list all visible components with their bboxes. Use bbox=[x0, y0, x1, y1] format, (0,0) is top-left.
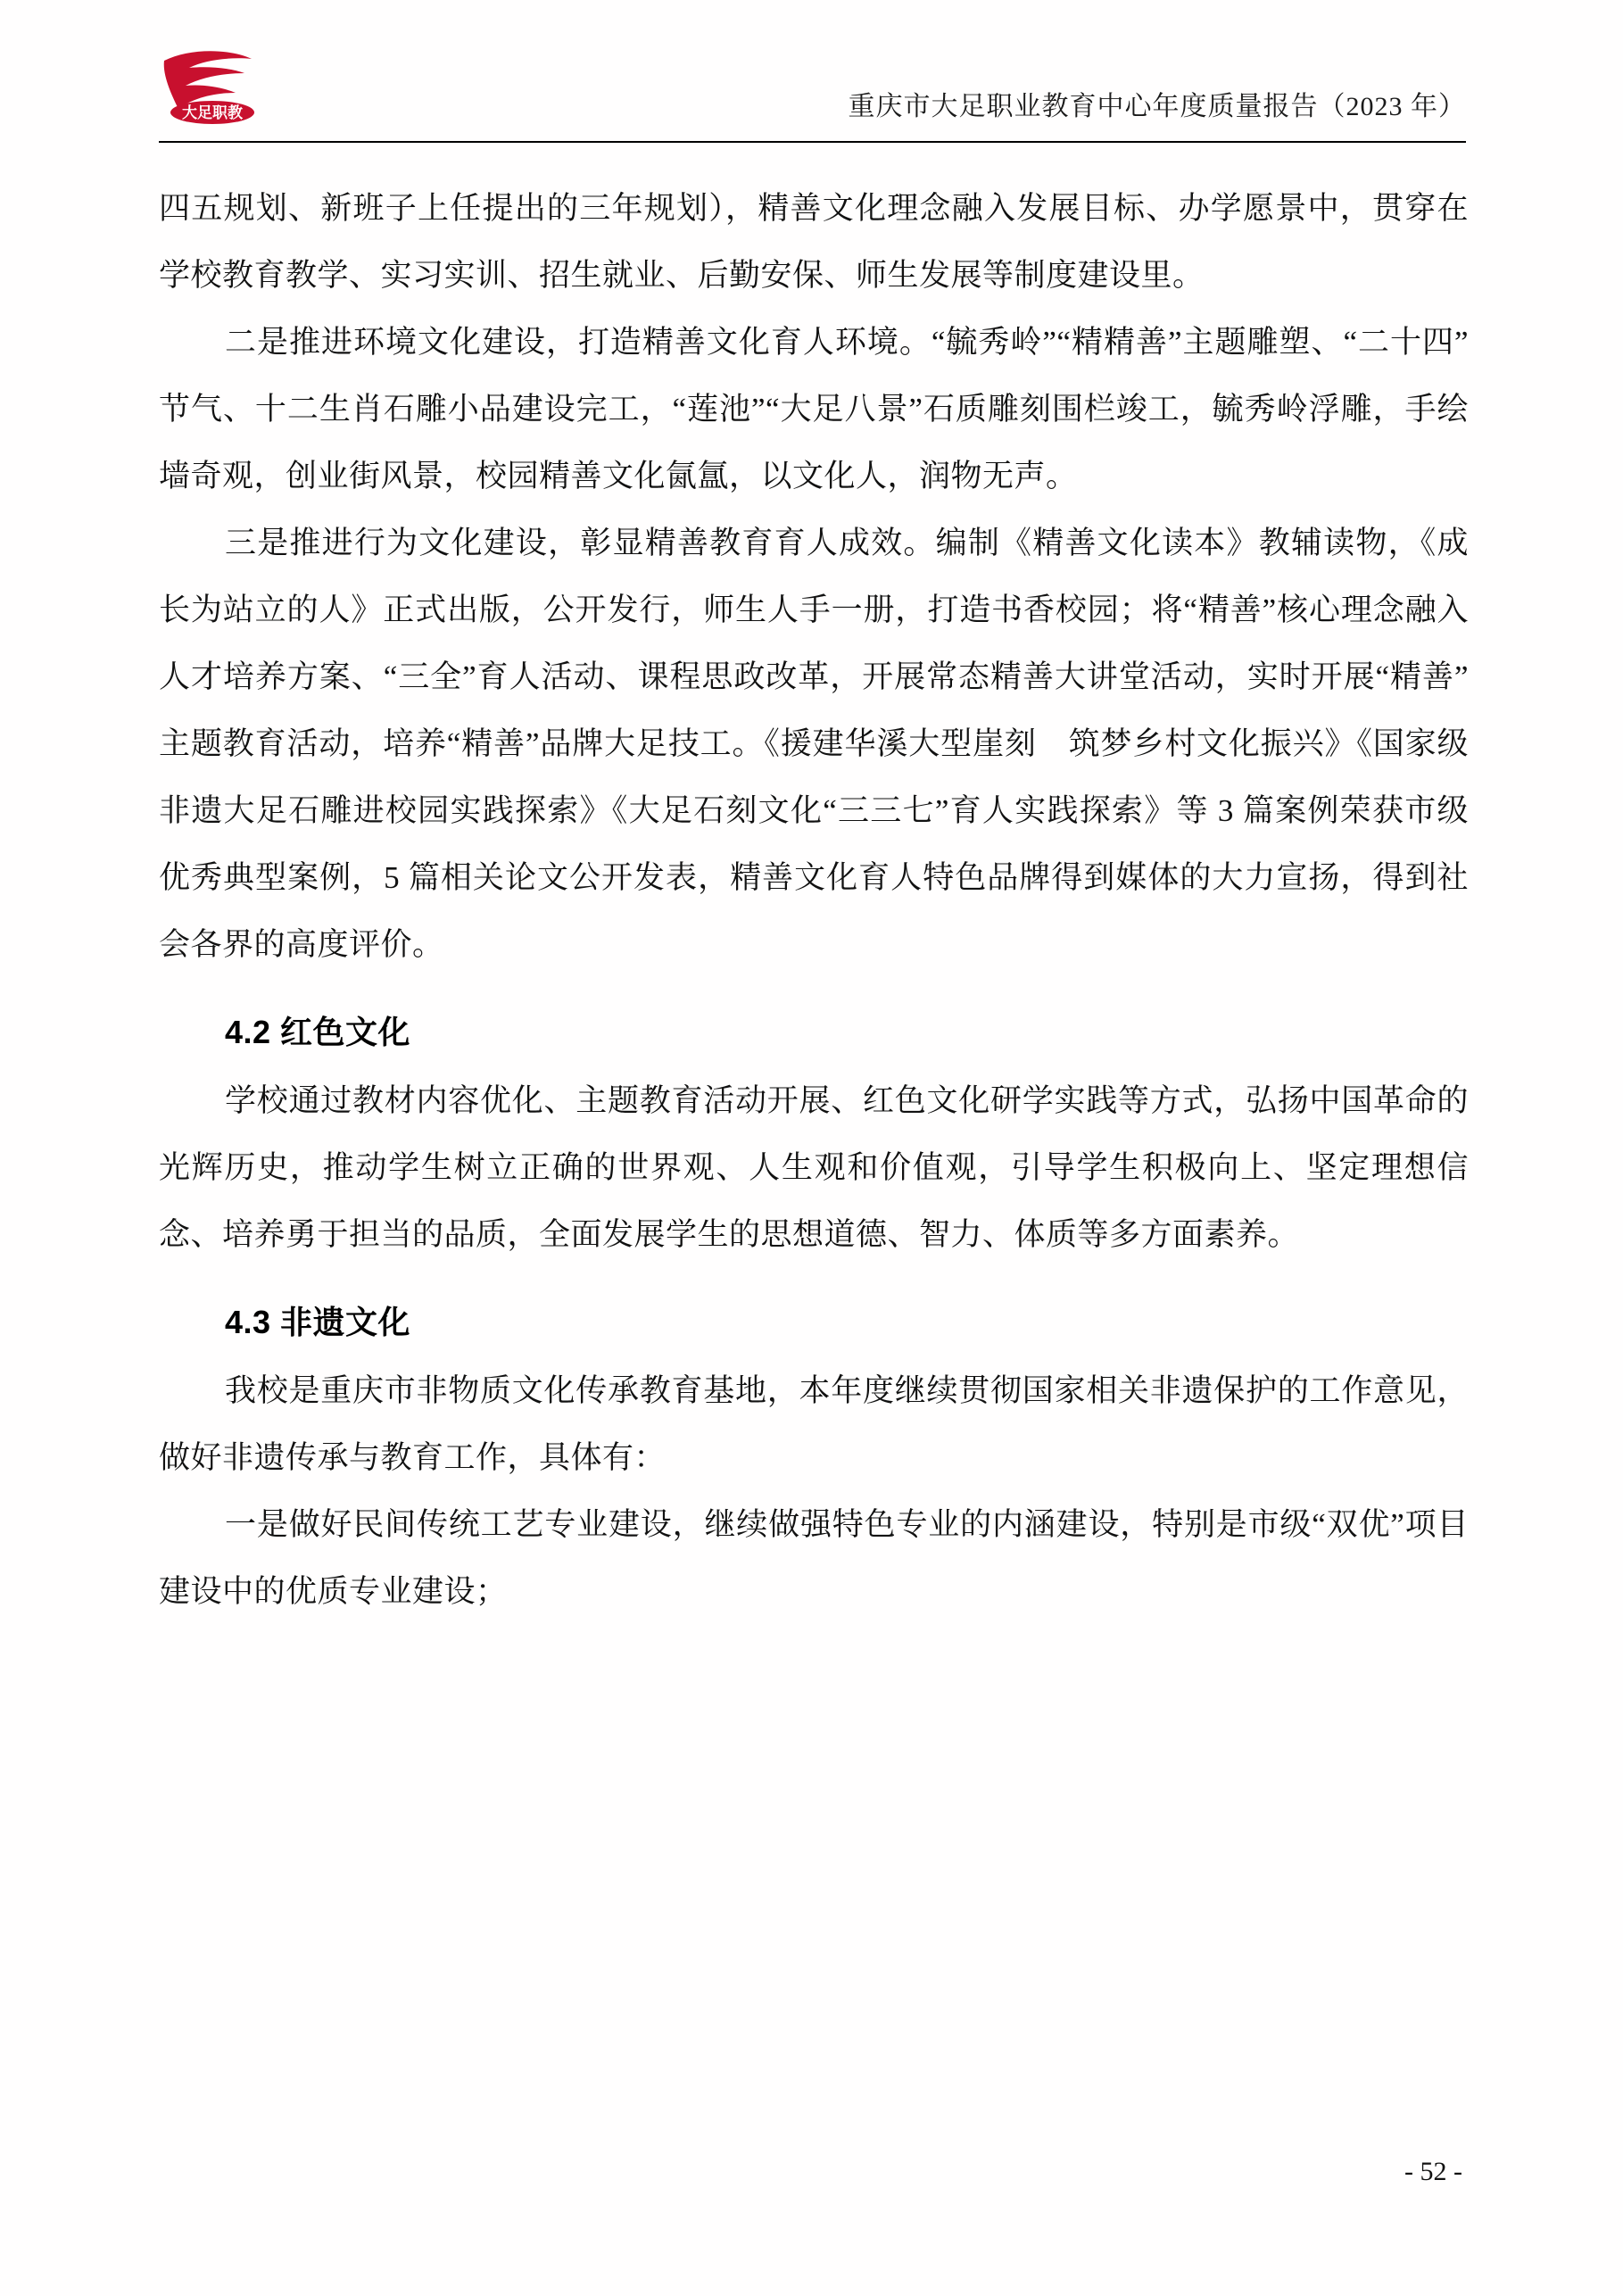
paragraph-red-culture: 学校通过教材内容优化、主题教育活动开展、红色文化研学实践等方式，弘扬中国革命的光辉历史，推动学生树立正确的世界观、人生观和价值观，引导学生积极向上、坚定理想信念、培养勇于担当的品质，全面发展学生的思想道德、智力、体质等多方面素养。 bbox=[159, 1083, 1469, 1252]
page-header bbox=[159, 46, 1466, 143]
paragraph-intangible-heritage-intro: 我校是重庆市非物质文化传承教育基地，本年度继续贯彻国家相关非遗保护的工作意见，做好非遗传承与教育工作，具体有： bbox=[159, 1373, 1469, 1475]
paragraph-environment-culture: 二是推进环境文化建设，打造精善文化育人环境。“毓秀岭”“精精善”主题雕塑、“二十四”节气、十二生肖石雕小品建设完工，“莲池”“大足八景”石质雕刻围栏竣工，毓秀岭浮雕，手绘墙奇观，创业街风景，校园精善文化氤氲，以文化人，润物无声。 bbox=[159, 325, 1469, 493]
heading-4-3-intangible-heritage: 4.3 非遗文化 bbox=[225, 1304, 411, 1340]
page-number: - 52 - bbox=[1404, 2157, 1462, 2186]
paragraph-continuation: 四五规划、新班子上任提出的三年规划），精善文化理念融入发展目标、办学愿景中，贯穿在学校教育教学、实习实训、招生就业、后勤安保、师生发展等制度建设里。 bbox=[159, 191, 1469, 293]
paragraph-behavior-culture: 三是推进行为文化建设，彰显精善教育育人成效。编制《精善文化读本》教辅读物，《成长为站立的人》正式出版，公开发行，师生人手一册，打造书香校园；将“精善”核心理念融入人才培养方案、“三全”育人活动、课程思政改革，开展常态精善大讲堂活动，实时开展“精善”主题教育活动，培养“精善”品牌大足技工。《援建华溪大型崖刻 筑梦乡村文化振兴》《国家级非遗大足石雕进校园实践探索》《大足石刻文化“三三七”育人实践探索》等 3 篇案例荣获市级优秀典型案例，5 篇相关论文公开发表，精善文化育人特色品牌得到媒体的大力宣扬，得到社会各界的高度评价。 bbox=[159, 526, 1469, 962]
paragraph-intangible-heritage-item-1: 一是做好民间传统工艺专业建设，继续做强特色专业的内涵建设，特别是市级“双优”项目建设中的优质专业建设； bbox=[159, 1507, 1469, 1609]
school-logo bbox=[159, 46, 277, 128]
header-title: 重庆市大足职业教育中心年度质量报告（2023 年） bbox=[848, 92, 1466, 121]
heading-4-2-red-culture: 4.2 红色文化 bbox=[225, 1014, 411, 1050]
svg-text:大足职教: 大足职教 bbox=[182, 104, 243, 121]
header-divider bbox=[159, 141, 1466, 143]
document-body bbox=[159, 175, 1469, 1625]
